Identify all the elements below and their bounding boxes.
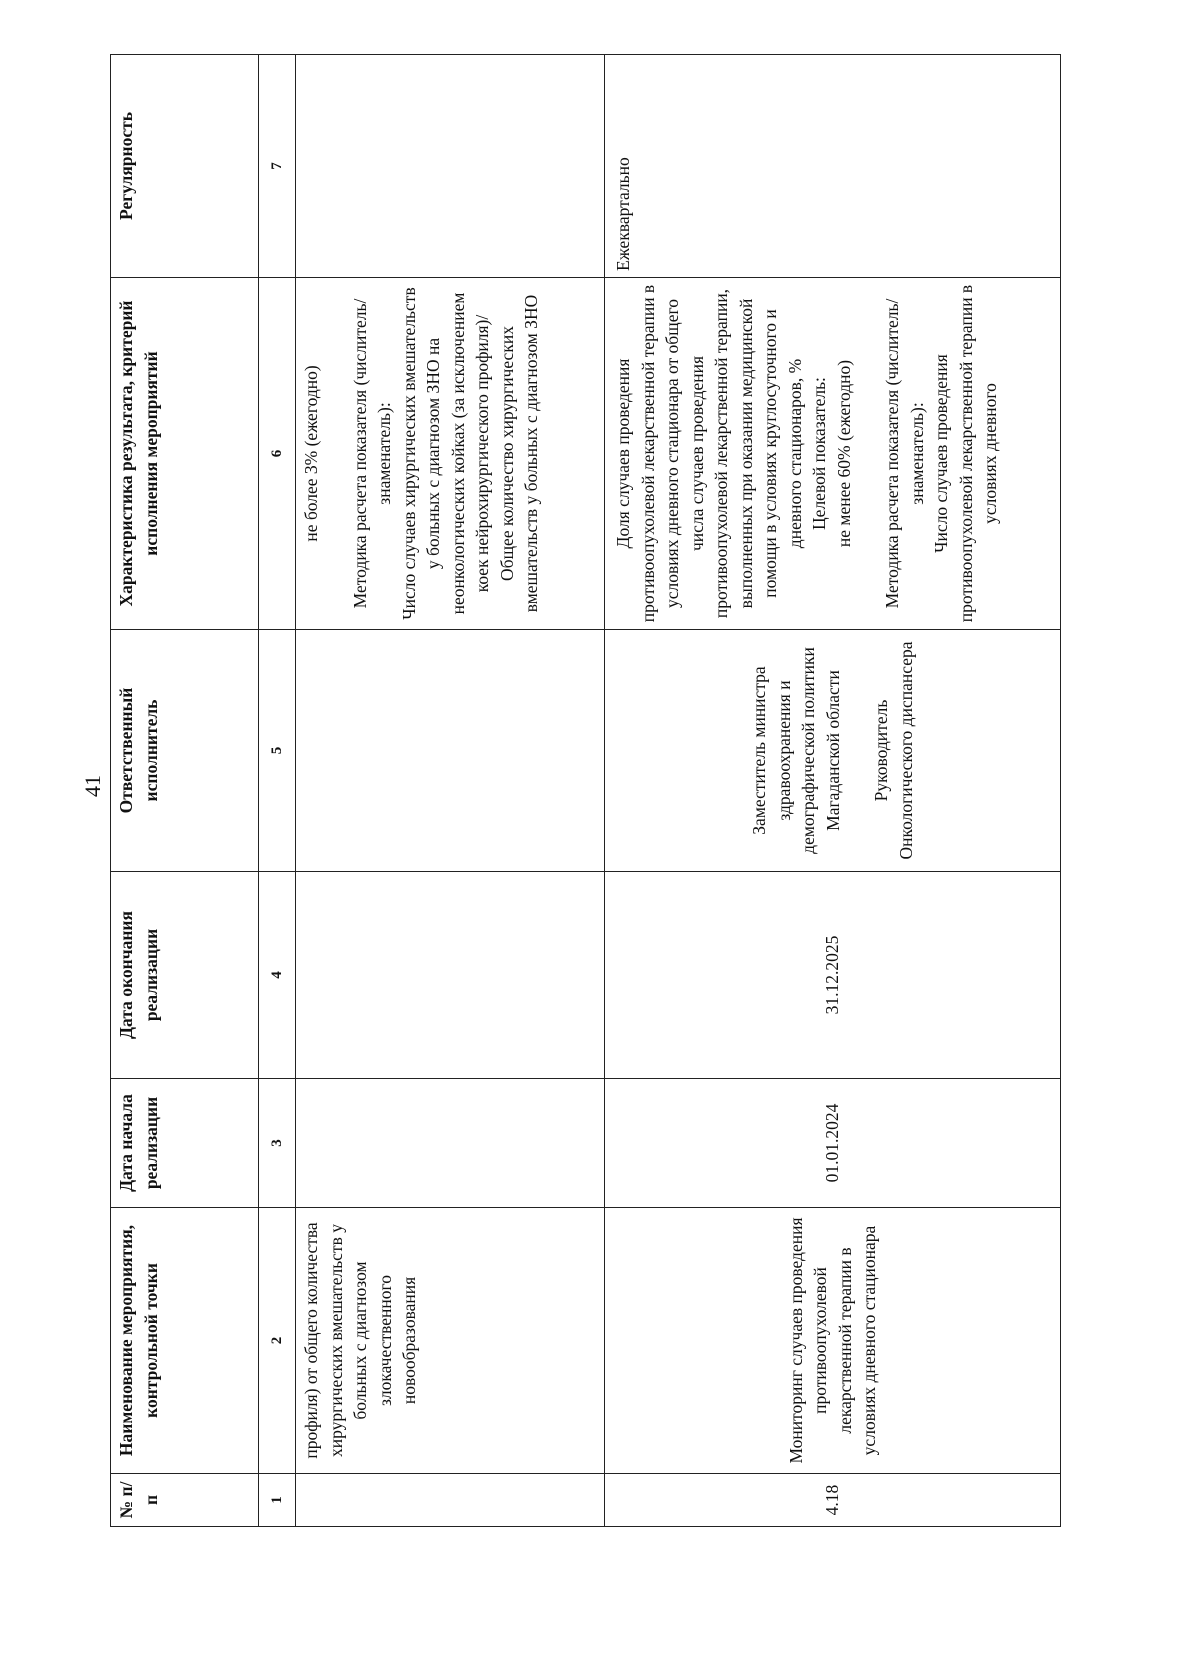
page-number: 41 — [80, 775, 105, 797]
regularity-cell — [296, 55, 605, 278]
column-number: 4 — [259, 872, 296, 1079]
end-date-cell — [296, 872, 605, 1079]
target-text: не более 3% (ежегодно) — [301, 365, 321, 542]
responsible-cell — [296, 630, 605, 872]
method-denominator: Общее количество хирургических вмешательств у больных с диагнозом ЗНО — [496, 294, 541, 613]
method-numerator: Число случаев проведения противоопухолевой лекарственной терапии в условиях дневного — [931, 284, 1000, 623]
column-number: 3 — [259, 1079, 296, 1208]
header-number: № п/п — [111, 1474, 259, 1527]
responsible-cell — [605, 630, 1061, 872]
target-value: не менее 60% (ежегодно) — [833, 359, 854, 548]
rotated-table-container — [110, 55, 1060, 1527]
table-row-continued — [296, 55, 605, 1527]
header-name: Наименование мероприятия, контрольной точки — [111, 1208, 259, 1474]
header-end-date: Дата окончания реализации — [111, 872, 259, 1079]
start-date-cell: 01.01.2024 — [605, 1079, 1061, 1208]
column-number: 7 — [259, 55, 296, 278]
end-date-cell: 31.12.2025 — [605, 872, 1061, 1079]
method-title: Методика расчета показателя (числитель/знаменатель): — [349, 298, 394, 609]
header-row — [111, 55, 259, 1527]
measure-name-cell: профиля) от общего количества хирургических вмешательств у больных с диагнозом злокачественного новообразования — [296, 1208, 605, 1474]
target-label: Целевой показатель: — [809, 377, 829, 530]
column-number: 5 — [259, 630, 296, 872]
method-numerator: Число случаев хирургических вмешательств у больных с диагнозом ЗНО на неонкологических койках (за исключением коек нейрохирургического профиля)/ — [398, 287, 492, 620]
start-date-cell — [296, 1079, 605, 1208]
responsible-dispensary-head: Руководитель Онкологического диспансера — [871, 641, 916, 860]
header-characteristic: Характеристика результата, критерий исполнения мероприятий — [111, 278, 259, 630]
measure-name-cell: Мониторинг случаев проведения противоопухолевой лекарственной терапии в условиях дневного стационара — [605, 1208, 1061, 1474]
regularity-cell: Ежеквартально — [605, 55, 1061, 278]
row-number-cell: 4.18 — [605, 1474, 1061, 1527]
column-number: 2 — [259, 1208, 296, 1474]
header-start-date: Дата начала реализации — [111, 1079, 259, 1208]
responsible-deputy-minister: Заместитель министра здравоохранения и демографической политики Магаданской области — [749, 647, 843, 854]
row-number-cell — [296, 1474, 605, 1527]
characteristic-cell — [605, 278, 1061, 630]
table-row-4-18 — [605, 55, 1061, 1527]
measures-table — [110, 54, 1061, 1527]
header-responsible: Ответственный исполнитель — [111, 630, 259, 872]
header-regularity: Регулярность — [111, 55, 259, 278]
column-number: 6 — [259, 278, 296, 630]
characteristic-text: Доля случаев проведения противоопухолевой лекарственной терапии в условиях дневного стационара от общего числа случаев проведения противоопухолевой лекарственной терапии, выполненных при оказании медицинской помощи в условиях круглосуточного и дневного стационаров, % — [613, 284, 805, 623]
column-number: 1 — [259, 1474, 296, 1527]
method-title: Методика расчета показателя (числитель/знаменатель): — [882, 298, 927, 609]
column-numbers-row — [259, 55, 296, 1527]
characteristic-cell — [296, 278, 605, 630]
